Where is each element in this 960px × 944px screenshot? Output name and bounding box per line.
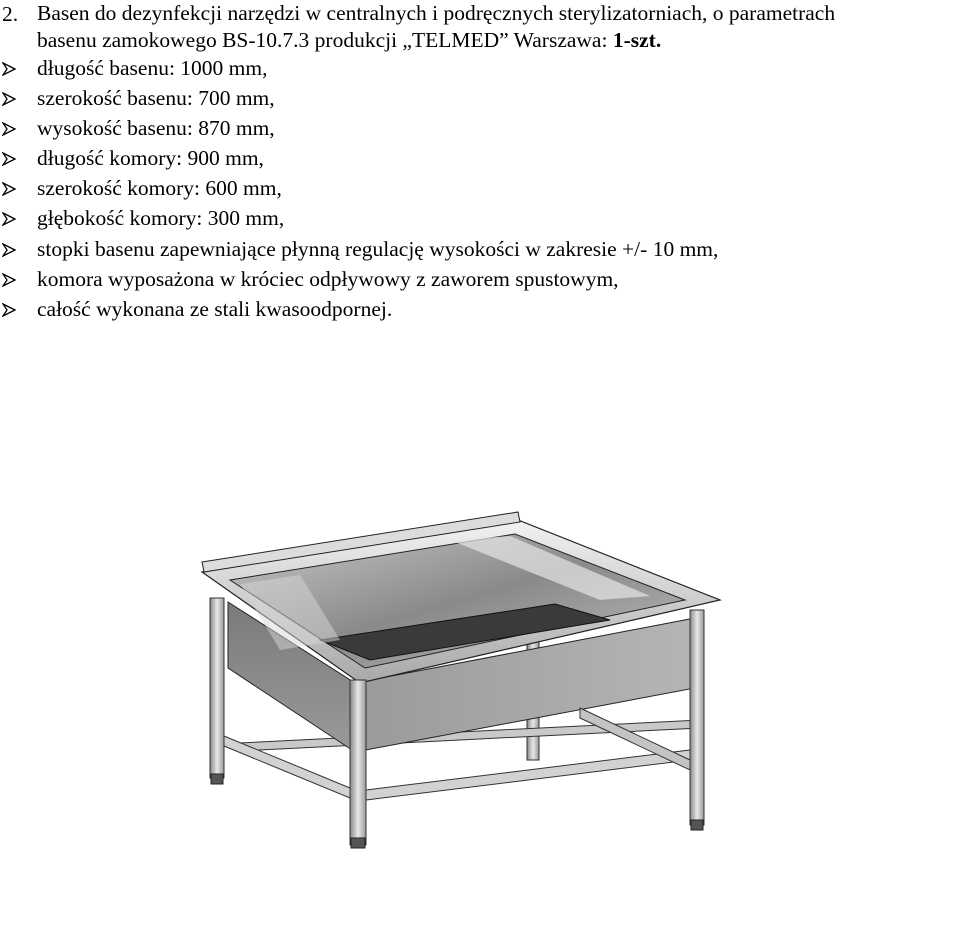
- spec-item-text: długość komory: 900 mm,: [37, 146, 264, 171]
- arrowhead-bullet-icon: [2, 182, 16, 196]
- spec-item: [0, 234, 718, 264]
- spec-item: [0, 53, 718, 83]
- arrowhead-bullet-icon: [2, 303, 16, 317]
- arrowhead-bullet-icon: [2, 62, 16, 76]
- spec-list: [0, 53, 718, 324]
- spec-item: [0, 113, 718, 143]
- heading-line-2-text: basenu zamokowego BS-10.7.3 produkcji „TELMED” Warszawa:: [37, 28, 613, 52]
- spec-item: [0, 173, 718, 203]
- arrowhead-bullet-icon: [2, 92, 16, 106]
- arrowhead-bullet-icon: [2, 273, 16, 287]
- spec-item: [0, 143, 718, 173]
- spec-item: [0, 294, 718, 324]
- stainless-steel-sink-basin-icon: [180, 500, 740, 850]
- heading-line-1: Basen do dezynfekcji narzędzi w centralnych i podręcznych sterylizatorniach, o parametrach: [37, 1, 836, 25]
- spec-item: [0, 203, 718, 233]
- arrowhead-bullet-icon: [2, 152, 16, 166]
- item-number: 2.: [2, 2, 19, 26]
- spec-item-text: szerokość komory: 600 mm,: [37, 176, 282, 201]
- arrowhead-bullet-icon: [2, 212, 16, 226]
- quantity-label: 1-szt.: [612, 28, 662, 52]
- spec-item-text: całość wykonana ze stali kwasoodpornej.: [37, 296, 393, 321]
- spec-item-text: komora wyposażona w króciec odpływowy z zaworem spustowym,: [37, 266, 619, 291]
- spec-item: [0, 264, 718, 294]
- spec-item-text: stopki basenu zapewniające płynną regulację wysokości w zakresie +/- 10 mm,: [37, 236, 719, 261]
- arrowhead-bullet-icon: [2, 122, 16, 136]
- spec-item-text: szerokość basenu: 700 mm,: [37, 86, 275, 111]
- heading-line-2: [37, 26, 661, 54]
- arrowhead-bullet-icon: [2, 243, 16, 257]
- spec-item: [0, 83, 718, 113]
- spec-item-text: długość basenu: 1000 mm,: [37, 56, 268, 80]
- spec-item-text: wysokość basenu: 870 mm,: [37, 116, 275, 141]
- spec-item-text: głębokość komory: 300 mm,: [37, 206, 285, 231]
